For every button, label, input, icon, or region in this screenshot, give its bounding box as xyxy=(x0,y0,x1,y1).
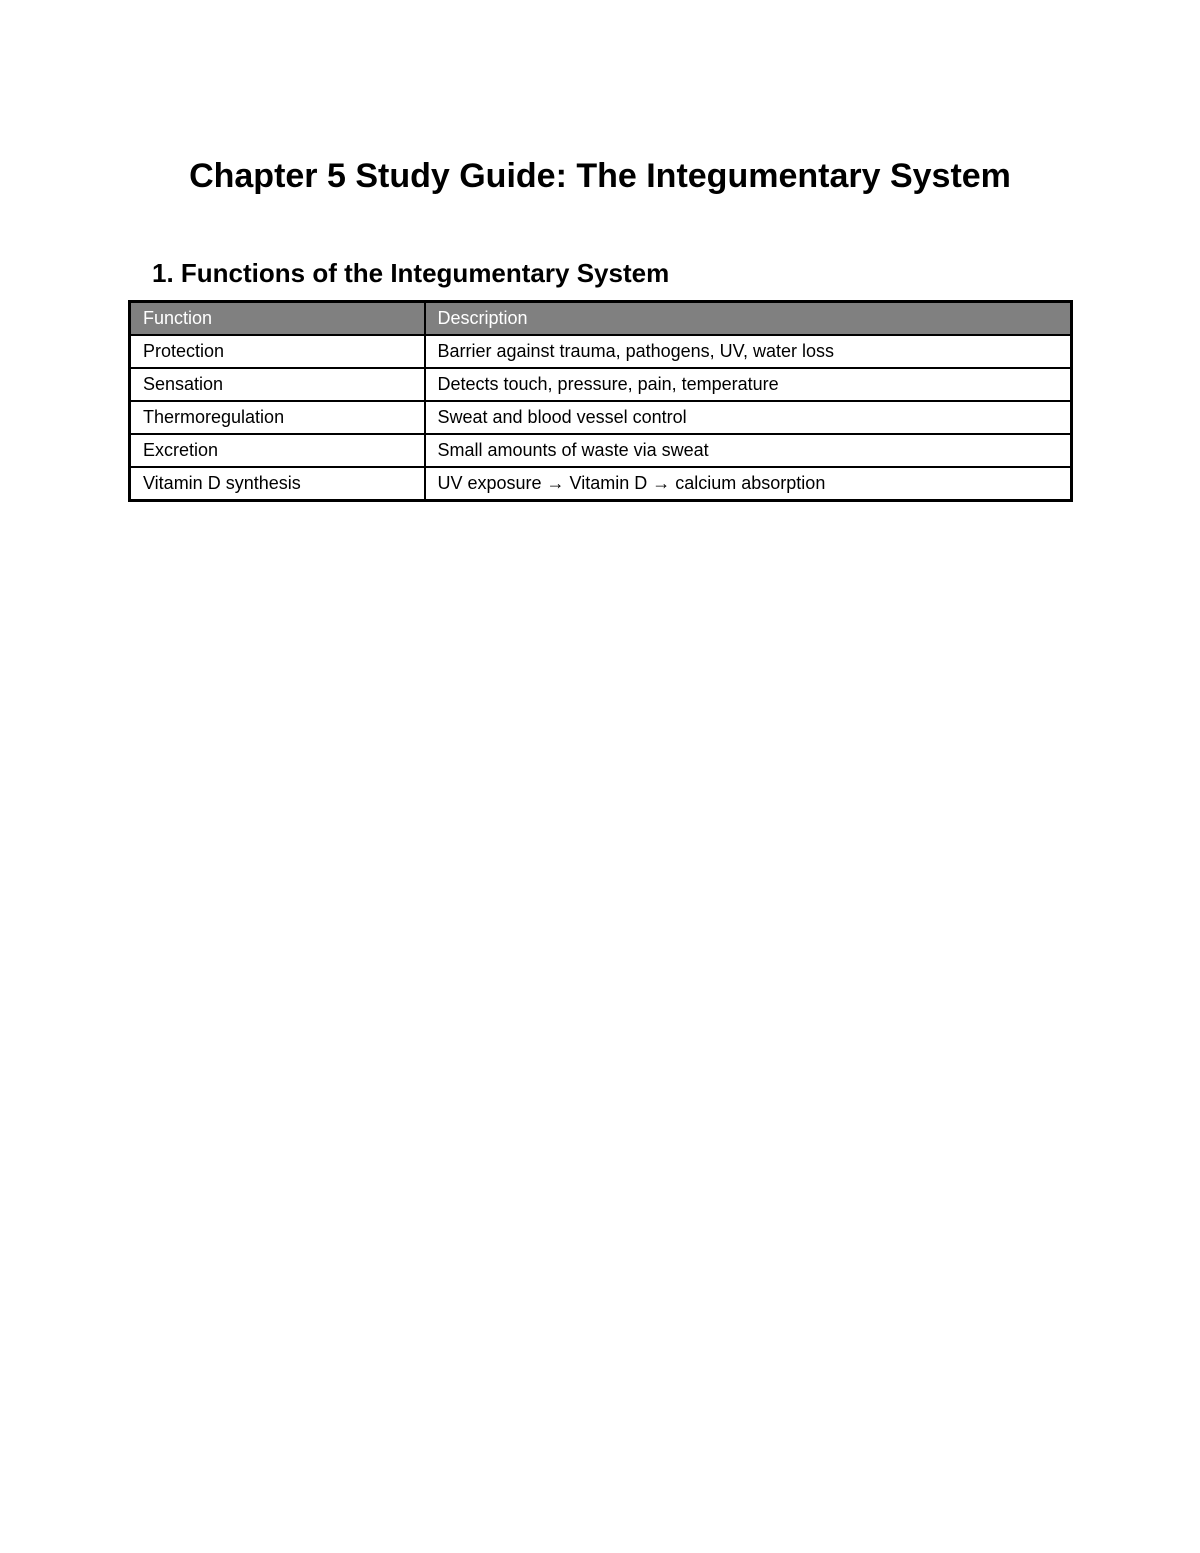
table-row xyxy=(130,368,1072,401)
section-heading-functions: 1. Functions of the Integumentary System xyxy=(152,258,670,288)
description-cell: UV exposure → Vitamin D → calcium absorption xyxy=(425,467,1072,501)
page-title: Chapter 5 Study Guide: The Integumentary System xyxy=(189,157,1011,195)
column-header-function: Function xyxy=(130,302,425,336)
description-cell: Small amounts of waste via sweat xyxy=(425,434,1072,467)
functions-table xyxy=(128,300,1073,502)
description-cell: Barrier against trauma, pathogens, UV, water loss xyxy=(425,335,1072,368)
description-cell: Detects touch, pressure, pain, temperature xyxy=(425,368,1072,401)
function-cell: Excretion xyxy=(130,434,425,467)
function-cell: Thermoregulation xyxy=(130,401,425,434)
table-row xyxy=(130,401,1072,434)
table-row xyxy=(130,434,1072,467)
table-row xyxy=(130,467,1072,501)
description-cell: Sweat and blood vessel control xyxy=(425,401,1072,434)
function-cell: Sensation xyxy=(130,368,425,401)
function-cell: Vitamin D synthesis xyxy=(130,467,425,501)
table-header-row xyxy=(130,302,1072,336)
table-row xyxy=(130,335,1072,368)
column-header-description: Description xyxy=(425,302,1072,336)
function-cell: Protection xyxy=(130,335,425,368)
